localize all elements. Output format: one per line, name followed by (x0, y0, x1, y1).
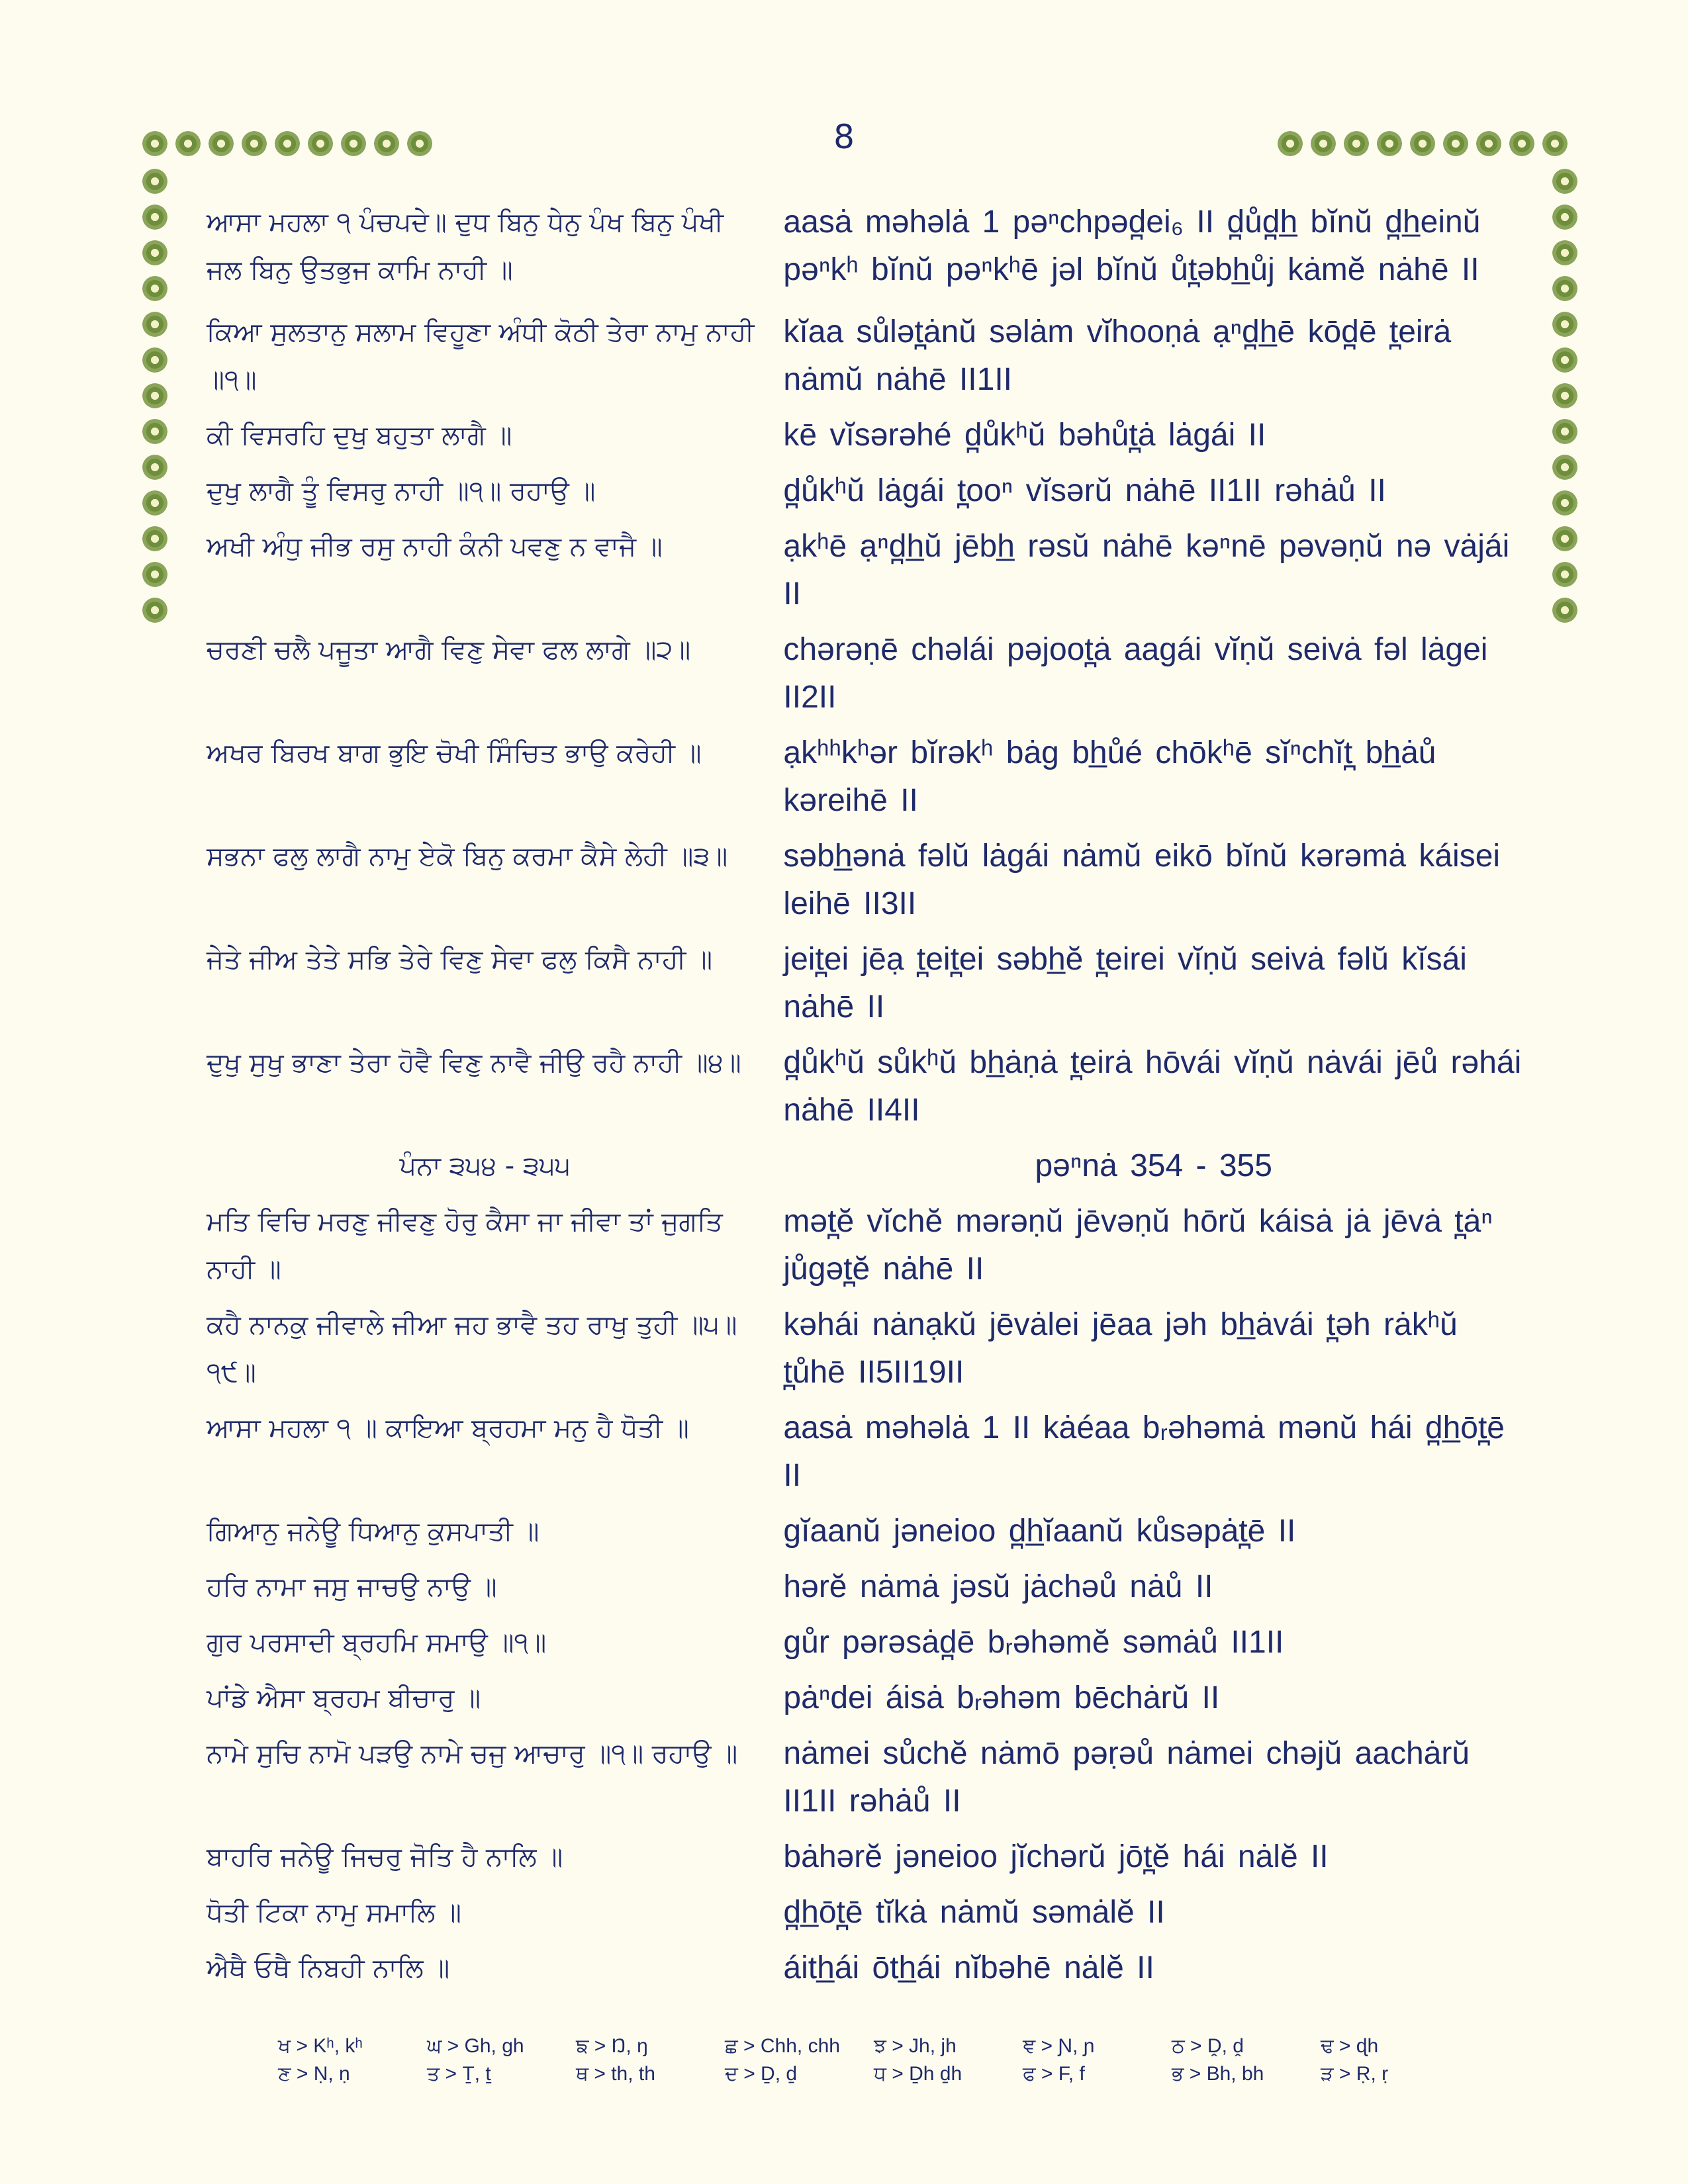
left-ornament-column (142, 169, 167, 623)
verse-row (207, 1508, 1524, 1555)
legend-item: ਙ > Ŋ, ŋ (576, 2035, 648, 2057)
transliteration-line: bȧhərĕ jəneioo jĭchərŭ jōt̪ĕ hái nȧlĕ II (783, 1839, 1329, 1874)
legend-item: ਢ > ɖh (1321, 2035, 1379, 2057)
verse-row (207, 1889, 1524, 1936)
verse-row (207, 523, 1524, 618)
flower-icon (142, 240, 167, 265)
flower-icon (275, 131, 300, 156)
top-left-ornament (142, 131, 432, 168)
flower-icon (1552, 383, 1577, 408)
flower-icon (1552, 169, 1577, 194)
flower-icon (142, 419, 167, 444)
verse-row (207, 729, 1524, 825)
flower-icon (1552, 312, 1577, 337)
transliteration-line: chərəṇē chəlái pəjoot̪ȧ aagái vĭṇŭ seivȧ fəl lȧgei II2II (783, 632, 1488, 715)
verse-row (207, 1563, 1524, 1611)
gurmukhi-line: ਮਤਿ ਵਿਚਿ ਮਰਣੁ ਜੀਵਣੁ ਹੋਰੁ ਕੈਸਾ ਜਾ ਜੀਵਾ ਤਾਂ ਜੁਗਤਿ ਨਾਹੀ ॥ (207, 1206, 723, 1285)
flower-icon (1410, 131, 1435, 156)
flower-icon (1552, 562, 1577, 587)
flower-icon (308, 131, 333, 156)
verse-row (207, 412, 1524, 459)
gurmukhi-line: ਐਥੈ ਓਥੈ ਨਿਬਹੀ ਨਾਲਿ ॥ (207, 1953, 450, 1983)
flower-icon (1552, 276, 1577, 301)
flower-icon (1542, 131, 1568, 156)
gurmukhi-line: ਦੁਖੁ ਲਾਗੈ ਤੂੰ ਵਿਸਰੁ ਨਾਹੀ ॥੧॥ ਰਹਾਉ ॥ (207, 476, 596, 506)
verse-row (207, 626, 1524, 721)
legend-row (278, 2063, 1470, 2085)
flower-icon (142, 490, 167, 516)
transliteration-line: d̪ůkʰŭ lȧgái t̪ooⁿ vĭsərŭ nȧhē II1II rəhȧů II (783, 473, 1386, 508)
legend-item: ਝ > Jh, jh (874, 2035, 957, 2057)
gurmukhi-line: ਕਹੈ ਨਾਨਕੁ ਜੀਵਾਲੇ ਜੀਆ ਜਹ ਭਾਵੈ ਤਹ ਰਾਖੁ ਤੁਹੀ ॥੫॥੧੯॥ (207, 1310, 737, 1388)
transliteration-line: səbh̲ənȧ fəlŭ lȧgái nȧmŭ eikō bĭnŭ kərəmȧ káisei leihē II3II (783, 839, 1501, 921)
verse-row (207, 1730, 1524, 1825)
page-range-heading (207, 1142, 1524, 1190)
flower-icon (142, 169, 167, 194)
flower-icon (1311, 131, 1336, 156)
flower-icon (142, 455, 167, 480)
gurmukhi-line: ਬਾਹਰਿ ਜਨੇਊ ਜਿਚਰੁ ਜੋਤਿ ਹੈ ਨਾਲਿ ॥ (207, 1842, 563, 1872)
gurmukhi-line: ਗਿਆਨੁ ਜਨੇਊ ਧਿਆਨੁ ਕੁਸਪਾਤੀ ॥ (207, 1516, 539, 1547)
flower-icon (1476, 131, 1501, 156)
legend-item: ਥ > th, th (576, 2063, 655, 2085)
gurmukhi-line: ਚਰਣੀ ਚਲੈ ਪਜੂਤਾ ਆਗੈ ਵਿਣੁ ਸੇਵਾ ਫਲ ਲਾਗੇ ॥੨॥ (207, 635, 691, 665)
gurmukhi-line: ਗੁਰ ਪਰਸਾਦੀ ਬ੍ਰਹਮਿ ਸਮਾਉ ॥੧॥ (207, 1627, 547, 1658)
transliteration-line: kəhái nȧnạkŭ jēvȧlei jēaa jəh bh̲ȧvái t̪əh rȧkʰŭ t̪ůhē II5II19II (783, 1307, 1458, 1390)
flower-icon (142, 312, 167, 337)
flower-icon (142, 276, 167, 301)
legend-item: ਘ > Gh, gh (427, 2035, 524, 2057)
gurmukhi-line: ਹਰਿ ਨਾਮਾ ਜਸੁ ਜਾਚਉ ਨਾਉ ॥ (207, 1572, 497, 1602)
flower-icon (341, 131, 366, 156)
flower-icon (142, 526, 167, 551)
flower-icon (1552, 205, 1577, 230)
flower-icon (1278, 131, 1303, 156)
flower-icon (142, 205, 167, 230)
verse-row (207, 1674, 1524, 1722)
flower-icon (142, 131, 167, 156)
transliteration-line: gůr pərəsȧd̪ē bᵣəhəmĕ səmȧů II1II (783, 1625, 1284, 1660)
gurmukhi-heading: ਪੰਨਾ ੩੫੪ - ੩੫੫ (399, 1151, 571, 1181)
flower-icon (142, 598, 167, 623)
verse-list (207, 199, 1524, 2000)
flower-icon (1443, 131, 1468, 156)
transliteration-line: áith̲ái ōth̲ái nĭbəhē nȧlĕ II (783, 1950, 1154, 1985)
transliteration-heading: pəⁿnȧ 354 - 355 (1035, 1148, 1272, 1183)
flower-icon (242, 131, 267, 156)
flower-icon (175, 131, 201, 156)
transliteration-line: gĭaanŭ jəneioo d̪h̲ĭaanŭ kůsəpȧt̪ē II (783, 1514, 1296, 1549)
flower-icon (1552, 526, 1577, 551)
verse-row (207, 936, 1524, 1031)
page-number: 8 (833, 118, 855, 156)
transliteration-line: hərĕ nȧmȧ jəsŭ jȧchəů nȧů II (783, 1569, 1213, 1604)
transliteration-line: nȧmei sůchĕ nȧmō pəṛəů nȧmei chəjŭ aachȧrŭ II1II rəhȧů II (783, 1736, 1470, 1819)
legend-item: ਫ > F, f (1023, 2063, 1085, 2085)
gurmukhi-line: ਧੋਤੀ ਟਿਕਾ ਨਾਮੁ ਸਮਾਲਿ ॥ (207, 1897, 461, 1928)
transliteration-line: ạkʰē ạⁿd̪h̲ŭ jēbh̲ rəsŭ nȧhē kəⁿnē pəvəṇŭ nə vȧjái II (783, 529, 1510, 612)
legend-item: ਖ > Kʰ, kʰ (278, 2035, 363, 2057)
transliteration-line: pȧⁿdei áisȧ bᵣəhəm bēchȧrŭ II (783, 1680, 1220, 1715)
transliteration-line: ạkʰʰkʰər bĭrəkʰ bȧg bh̲ůé chōkʰē sĭⁿchĭt̪ bh̲ȧů kəreihē II (783, 735, 1436, 818)
gurmukhi-line: ਅਖਰ ਬਿਰਖ ਬਾਗ ਭੁਇ ਚੋਖੀ ਸਿੰਚਿਤ ਭਾਉ ਕਰੇਹੀ ॥ (207, 738, 702, 768)
gurmukhi-line: ਅਖੀ ਅੰਧੁ ਜੀਭ ਰਸੁ ਨਾਹੀ ਕੰਨੀ ਪਵਣੁ ਨ ਵਾਜੈ ॥ (207, 531, 663, 562)
legend-item: ਦ > Ḏ, ḏ (725, 2063, 798, 2085)
legend-item: ਠ > Ḓ, ḓ (1172, 2035, 1244, 2057)
verse-row (207, 467, 1524, 515)
legend-item: ਛ > Chh, chh (725, 2035, 840, 2057)
transliteration-line: kē vĭsərəhé d̪ůkʰŭ bəhůt̪ȧ lȧgái II (783, 418, 1266, 453)
flower-icon (1552, 490, 1577, 516)
verse-row (207, 1944, 1524, 1992)
flower-icon (1552, 455, 1577, 480)
transliteration-line: d̪ůkʰŭ sůkʰŭ bh̲ȧṇȧ t̪eirȧ hōvái vĭṇŭ nȧvái jēů rəhái nȧhē II4II (783, 1045, 1522, 1128)
gurmukhi-line: ਜੇਤੇ ਜੀਅ ਤੇਤੇ ਸਭਿ ਤੇਰੇ ਵਿਣੁ ਸੇਵਾ ਫਲੁ ਕਿਸੈ ਨਾਹੀ ॥ (207, 944, 713, 975)
verse-row (207, 1833, 1524, 1881)
flower-icon (142, 383, 167, 408)
legend-item: ਞ > Ɲ, ɲ (1023, 2035, 1095, 2057)
transliteration-line: jeit̪ei jēạ t̪eit̪ei səbh̲ĕ t̪eirei vĭṇŭ seivȧ fəlŭ kĭsái nȧhē II (783, 942, 1467, 1024)
legend-item: ੜ > Ṛ, ṛ (1321, 2063, 1389, 2085)
verse-row (207, 833, 1524, 928)
transliteration-line: mət̪ĕ vĭchĕ mərəṇŭ jēvəṇŭ hōrŭ káisȧ jȧ jēvȧ t̪ȧⁿ jůgət̪ĕ nȧhē II (783, 1204, 1493, 1287)
gurmukhi-line: ਸਭਨਾ ਫਲੁ ਲਾਗੈ ਨਾਮੁ ਏਕੋ ਬਿਨੁ ਕਰਮਾ ਕੈਸੇ ਲੇਹੀ ॥੩॥ (207, 841, 728, 872)
flower-icon (1552, 347, 1577, 373)
gurmukhi-line: ਕਿਆ ਸੁਲਤਾਨੁ ਸਲਾਮ ਵਿਹੂਣਾ ਅੰਧੀ ਕੋਠੀ ਤੇਰਾ ਨਾਮੁ ਨਾਹੀ ॥੧॥ (207, 317, 755, 395)
gurmukhi-line: ਨਾਮੇ ਸੁਚਿ ਨਾਮੋ ਪੜਉ ਨਾਮੇ ਚਜੁ ਆਚਾਰੁ ॥੧॥ ਰਹਾਉ ॥ (207, 1739, 738, 1769)
verse-row (207, 1198, 1524, 1293)
transliteration-line: kĭaa sůlət̪ȧnŭ səlȧm vĭhooṇȧ ạⁿd̪h̲ē kōd̪ē t̪eirȧ nȧmŭ nȧhē II1II (783, 314, 1452, 397)
flower-icon (142, 347, 167, 373)
legend-item: ਧ > Ḏh ḏh (874, 2063, 962, 2085)
legend-item: ਤ > Ṯ, ṯ (427, 2063, 491, 2085)
transliteration-line: d̪h̲ōt̪ē tĭkȧ nȧmŭ səmȧlĕ II (783, 1895, 1165, 1930)
flower-icon (1552, 598, 1577, 623)
verse-row (207, 1039, 1524, 1134)
right-ornament-column (1552, 169, 1577, 623)
legend-item: ਭ > Bh, bh (1172, 2063, 1264, 2085)
legend-row (278, 2035, 1470, 2058)
legend-item: ਣ > Ṇ, ṇ (278, 2063, 350, 2085)
transliteration-line: aasȧ məhəlȧ 1 pəⁿchpəd̪ei₆ II d̪ůd̪h̲ bĭnŭ d̪h̲einŭ pəⁿkʰ bĭnŭ pəⁿkʰē jəl bĭnŭ ůt̪əbh̲ůj kȧmĕ nȧhē II (783, 205, 1481, 287)
flower-icon (374, 131, 399, 156)
verse-row (207, 1301, 1524, 1396)
transliteration-line: aasȧ məhəlȧ 1 II kȧéaa bᵣəhəmȧ mənŭ hái d̪h̲ōt̪ē II (783, 1410, 1505, 1493)
flower-icon (142, 562, 167, 587)
verse-row (207, 199, 1524, 294)
gurmukhi-line: ਕੀ ਵਿਸਰਹਿ ਦੁਖੁ ਬਹੁਤਾ ਲਾਗੈ ॥ (207, 420, 512, 451)
flower-icon (1344, 131, 1369, 156)
top-right-ornament (1278, 131, 1568, 168)
verse-row (207, 1619, 1524, 1666)
flower-icon (1552, 419, 1577, 444)
gurmukhi-line: ਆਸਾ ਮਹਲਾ ੧ ॥ ਕਾਇਆ ਬ੍ਰਹਮਾ ਮਨੁ ਹੈ ਧੋਤੀ ॥ (207, 1413, 689, 1443)
flower-icon (209, 131, 234, 156)
verse-row (207, 308, 1524, 404)
flower-icon (407, 131, 432, 156)
flower-icon (1552, 240, 1577, 265)
gurmukhi-line: ਪਾਂਡੇ ਐਸਾ ਬ੍ਰਹਮ ਬੀਚਾਰੁ ॥ (207, 1683, 481, 1713)
flower-icon (1377, 131, 1402, 156)
flower-icon (1509, 131, 1534, 156)
transliteration-legend (278, 2035, 1470, 2091)
verse-row (207, 1404, 1524, 1500)
gurmukhi-line: ਆਸਾ ਮਹਲਾ ੧ ਪੰਚਪਦੇ॥ ਦੁਧ ਬਿਨੁ ਧੇਨੁ ਪੰਖ ਬਿਨੁ ਪੰਖੀ ਜਲ ਬਿਨੁ ਉਤਭੁਜ ਕਾਮਿ ਨਾਹੀ ॥ (207, 207, 724, 285)
gurmukhi-line: ਦੁਖੁ ਸੁਖੁ ਭਾਣਾ ਤੇਰਾ ਹੋਵੈ ਵਿਣੁ ਨਾਵੈ ਜੀਉ ਰਹੈ ਨਾਹੀ ॥੪॥ (207, 1048, 741, 1078)
